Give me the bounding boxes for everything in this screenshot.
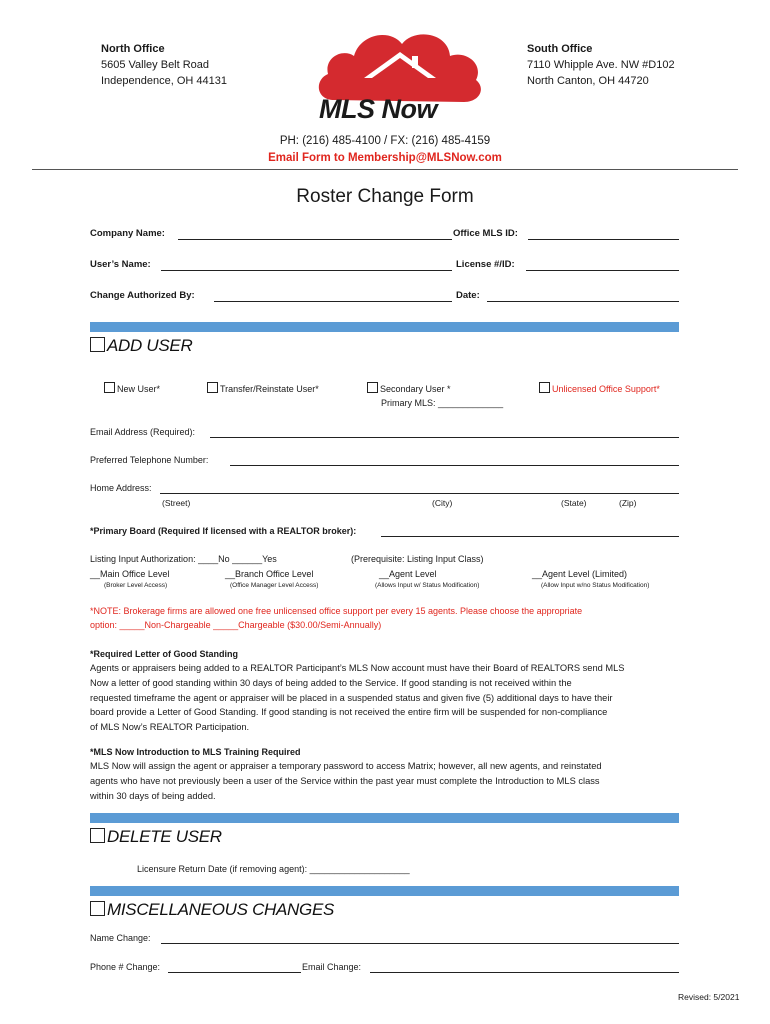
delete-user-checkbox[interactable] <box>90 828 105 843</box>
prerequisite-label: (Prerequisite: Listing Input Class) <box>351 554 484 564</box>
city-label: (City) <box>432 498 453 508</box>
good-standing-line: Agents or appraisers being added to a REALTOR Participant’s MLS Now account must have their Board of REALTORS send MLS <box>90 663 625 673</box>
license-id-label: License #/ID: <box>456 259 515 270</box>
transfer-label: Transfer/Reinstate User* <box>220 384 319 394</box>
transfer-checkbox[interactable] <box>207 382 218 393</box>
phone-fax-line: PH: (216) 485-4100 / FX: (216) 485-4159 <box>279 135 491 147</box>
misc-changes-bar <box>90 886 679 896</box>
south-office-line1: 7110 Whipple Ave. NW #D102 <box>527 59 675 71</box>
good-standing-text <box>90 661 686 735</box>
change-authorized-label: Change Authorized By: <box>90 290 195 301</box>
email-field[interactable] <box>210 437 679 438</box>
north-office-line2: Independence, OH 44131 <box>101 75 227 87</box>
add-user-heading <box>90 336 192 356</box>
good-standing-title: *Required Letter of Good Standing <box>90 649 238 659</box>
home-address-label: Home Address: <box>90 483 152 493</box>
primary-board-label: *Primary Board (Required If licensed with a REALTOR broker): <box>90 526 357 536</box>
good-standing-line: board provide a Letter of Good Standing. If good standing is not received the entire firm will be suspended for non-compliance <box>90 707 608 718</box>
mls-training-line: agents who have not previously been a user of the Service within the past year must complete the Introduction to MLS class <box>90 775 600 786</box>
primary-mls-label: Primary MLS: _____________ <box>381 398 504 408</box>
telephone-field[interactable] <box>230 465 679 466</box>
date-field[interactable] <box>487 301 679 302</box>
company-name-field[interactable] <box>178 239 452 240</box>
new-user-label: New User* <box>117 384 161 394</box>
mls-training-line: MLS Now will assign the agent or appraiser a temporary password to access Matrix; however, all new agents, and reinstated <box>90 761 602 771</box>
north-office-title: North Office <box>101 43 165 55</box>
phone-change-field[interactable] <box>168 972 301 973</box>
email-form-link[interactable]: Email Form to Membership@MLSNow.com <box>268 152 502 164</box>
telephone-label: Preferred Telephone Number: <box>90 455 209 465</box>
company-name-label: Company Name: <box>90 228 165 239</box>
new-user-option[interactable] <box>104 382 160 394</box>
misc-changes-heading-text: MISCELLANEOUS CHANGES <box>107 900 335 919</box>
mls-training-line: within 30 days of being added. <box>90 790 216 801</box>
office-mls-id-field[interactable] <box>528 239 679 240</box>
delete-user-bar <box>90 813 679 823</box>
revised-date: Revised: 5/2021 <box>678 992 740 1002</box>
email-change-field[interactable] <box>370 972 679 973</box>
home-address-field[interactable] <box>160 493 679 494</box>
secondary-user-option[interactable] <box>367 382 451 394</box>
new-user-checkbox[interactable] <box>104 382 115 393</box>
unlicensed-option[interactable] <box>539 382 660 394</box>
logo-text: MLS Now <box>319 94 437 124</box>
users-name-field[interactable] <box>161 270 452 271</box>
north-office-line1: 5605 Valley Belt Road <box>101 59 210 71</box>
office-mls-id-label: Office MLS ID: <box>453 228 518 239</box>
license-id-field[interactable] <box>526 270 679 271</box>
south-office-line2: North Canton, OH 44720 <box>527 75 649 87</box>
branch-office-level: __Branch Office Level <box>225 569 314 579</box>
main-office-level: __Main Office Level <box>90 569 170 579</box>
form-title: Roster Change Form <box>296 186 474 207</box>
good-standing-line: requested timeframe the agent or appraiser will be placed in a suspended status and given five (5) additional days to have their <box>90 692 613 703</box>
note-line-1: *NOTE: Brokerage firms are allowed one free unlicensed office support per every 15 agents. Please choose the appropriate <box>90 606 583 616</box>
listing-input-label: Listing Input Authorization: ____No ______Yes <box>90 554 277 564</box>
unlicensed-label: Unlicensed Office Support* <box>552 384 660 394</box>
primary-board-field[interactable] <box>381 536 679 537</box>
unlicensed-checkbox[interactable] <box>539 382 550 393</box>
misc-changes-heading <box>90 900 334 920</box>
south-office <box>527 41 675 89</box>
users-name-label: User’s Name: <box>90 259 151 270</box>
header-divider <box>32 169 738 170</box>
allow-input-no-status-note: (Allow Input w/no Status Modification) <box>541 582 650 589</box>
mls-training-text <box>90 759 686 803</box>
mls-training-title: *MLS Now Introduction to MLS Training Required <box>90 747 301 757</box>
transfer-option[interactable] <box>207 382 319 394</box>
delete-user-heading-text: DELETE USER <box>107 827 222 846</box>
misc-changes-checkbox[interactable] <box>90 901 105 916</box>
office-manager-access-note: (Office Manager Level Access) <box>230 582 319 589</box>
south-office-title: South Office <box>527 43 593 55</box>
good-standing-line: of MLS Now’s REALTOR Participation. <box>90 722 250 733</box>
north-office <box>101 41 227 89</box>
licensure-return-date: Licensure Return Date (if removing agent): ____________________ <box>137 864 410 874</box>
add-user-bar <box>90 322 679 332</box>
add-user-checkbox[interactable] <box>90 337 105 352</box>
street-label: (Street) <box>162 498 191 508</box>
allows-input-note: (Allows Input w/ Status Modification) <box>375 582 480 589</box>
delete-user-heading <box>90 827 222 847</box>
add-user-heading-text: ADD USER <box>107 336 193 355</box>
email-change-label: Email Change: <box>302 962 362 972</box>
date-label: Date: <box>456 290 480 301</box>
state-label: (State) <box>561 498 587 508</box>
email-label: Email Address (Required): <box>90 427 196 437</box>
broker-access-note: (Broker Level Access) <box>104 582 168 589</box>
change-authorized-field[interactable] <box>214 301 452 302</box>
mls-now-logo <box>314 22 486 128</box>
name-change-label: Name Change: <box>90 933 151 943</box>
secondary-user-checkbox[interactable] <box>367 382 378 393</box>
zip-label: (Zip) <box>619 498 637 508</box>
note-line-2: option: _____Non-Chargeable _____Chargeable ($30.00/Semi-Annually) <box>90 620 382 630</box>
name-change-field[interactable] <box>161 943 679 944</box>
good-standing-line: Now a letter of good standing within 30 days of being added to the Service. If good standing is not received within the <box>90 677 572 688</box>
secondary-user-label: Secondary User * <box>380 384 451 394</box>
agent-level-limited: __Agent Level (Limited) <box>532 569 628 579</box>
phone-change-label: Phone # Change: <box>90 962 161 972</box>
agent-level: __Agent Level <box>379 569 437 579</box>
